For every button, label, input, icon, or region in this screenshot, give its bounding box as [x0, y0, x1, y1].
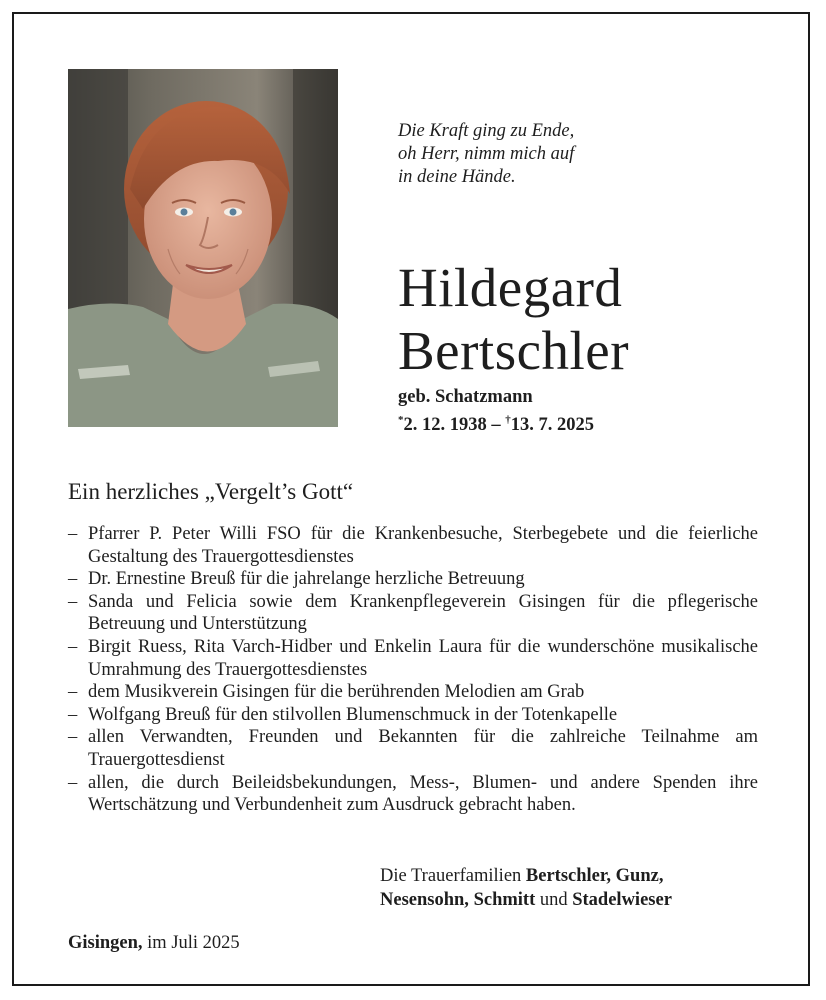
family-name: Stadelwieser: [572, 890, 672, 910]
family-name: Nesensohn,: [380, 890, 469, 910]
list-item-text: Sanda und Felicia sowie dem Krankenpflegeverein Gisingen für die pflegerische Betreuung und Unterstützung: [88, 591, 758, 635]
list-item: [68, 726, 758, 771]
dash-bullet: –: [68, 682, 78, 703]
quote-line: oh Herr, nimm mich auf: [398, 144, 575, 164]
deceased-name: [398, 256, 629, 382]
list-item: [68, 636, 758, 681]
family-signature: [380, 864, 672, 912]
family-name: Schmitt: [473, 890, 536, 910]
dash-bullet: –: [68, 772, 78, 793]
quote-line: Die Kraft ging zu Ende,: [398, 121, 575, 141]
list-item: [68, 591, 758, 636]
thanks-list: [68, 523, 758, 817]
list-item-text: Dr. Ernestine Breuß für die jahrelange herzliche Betreuung: [88, 569, 525, 590]
date-separator: –: [486, 415, 506, 435]
list-item-text: allen Verwandten, Freunden und Bekannten für die zahlreiche Teilnahme am Trauergottesdienst: [88, 727, 758, 770]
place-name: Gisingen,: [68, 933, 143, 953]
list-item-text: dem Musikverein Gisingen für die berührenden Melodien am Grab: [88, 682, 585, 703]
list-item-text: Birgit Ruess, Rita Varch-Hidber und Enkelin Laura für die wunderschöne musikalische Umrahmung des Trauergottesdienstes: [88, 636, 758, 680]
poem-quote: [398, 120, 574, 189]
list-item: [68, 704, 758, 727]
life-dates: [398, 409, 594, 436]
dash-bullet: –: [68, 704, 78, 725]
maiden-name: geb. Schatzmann: [398, 387, 533, 407]
signature-connector: und: [539, 890, 568, 910]
place-and-date: [68, 931, 240, 955]
quote-line: in deine Hände.: [398, 167, 516, 187]
list-item-text: Wolfgang Breuß für den stilvollen Blumenschmuck in der Totenkapelle: [88, 704, 618, 725]
list-item-text: allen, die durch Beileidsbekundungen, Mess-, Blumen- und andere Spenden ihre Wertschätzung und Verbundenheit zum Ausdruck gebracht haben.: [88, 772, 758, 816]
death-cross-icon: †: [505, 414, 511, 426]
dash-bullet: –: [68, 636, 78, 657]
dash-bullet: –: [68, 727, 78, 748]
list-item: [68, 568, 758, 591]
portrait-photo: [68, 69, 338, 427]
publication-date: im Juli 2025: [147, 933, 240, 953]
thanks-heading: Ein herzliches „Vergelt’s Gott“: [68, 479, 354, 504]
family-name: Bertschler,: [525, 866, 612, 886]
first-name: Hildegard: [398, 257, 623, 318]
list-item: [68, 523, 758, 568]
birth-date: 2. 12. 1938: [403, 415, 487, 435]
list-item: [68, 772, 758, 817]
list-item-text: Pfarrer P. Peter Willi FSO für die Krankenbesuche, Sterbegebete und die feierliche Gestaltung des Trauergottesdienstes: [88, 524, 758, 567]
birth-symbol: *: [398, 414, 404, 426]
dash-bullet: –: [68, 569, 78, 590]
dash-bullet: –: [68, 591, 78, 612]
death-date: 13. 7. 2025: [510, 415, 594, 435]
list-item: [68, 681, 758, 704]
signature-prefix: Die Trauerfamilien: [380, 866, 526, 886]
dash-bullet: –: [68, 524, 78, 544]
family-name: Gunz,: [615, 866, 664, 886]
last-name: Bertschler: [398, 320, 630, 381]
